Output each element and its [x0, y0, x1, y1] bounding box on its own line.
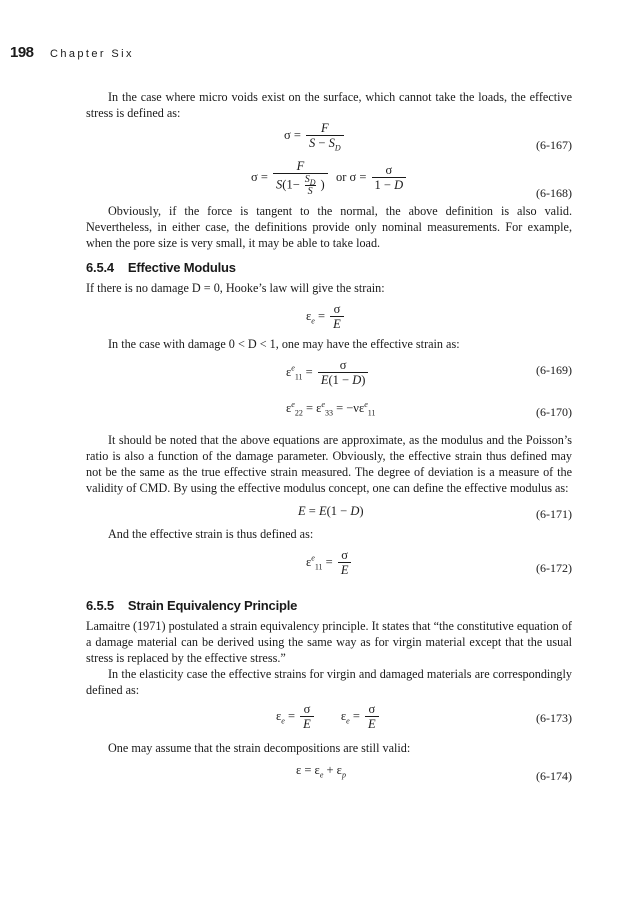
paragraph: In the elasticity case the effective strains for virgin and damaged materials are correspondingly defined as: — [86, 667, 572, 697]
section-heading-6-5-4: 6.5.4 Effective Modulus — [86, 260, 236, 275]
paragraph: Lamaitre (1971) postulated a strain equivalency principle. It states that “the constitutive equation of a damage material can be derived using the same way as for virgin material except that the usual stress is replaced by the effective stress.” — [86, 619, 572, 665]
paragraph: It should be noted that the above equations are approximate, as the modulus and the Poisson’s ratio is also a function of the damage parameter. Obviously, the effective strain thus defined may not be the same as the true effective strain measured. The degree of deviation is a measure of the validity of CMD. By using the effective modulus concept, one can define the effective modulus as: — [86, 433, 572, 495]
equation-number: (6-173) — [536, 711, 572, 725]
equation-number: (6-174) — [536, 769, 572, 783]
paragraph: In the case where micro voids exist on the surface, which cannot take the loads, the effective stress is defined as: — [86, 90, 572, 120]
paragraph: One may assume that the strain decompositions are still valid: — [108, 741, 411, 755]
equation-6-168: σ = F S(1− $\frac{S_D}{S}$ ) or σ = $\frac{\sigma}{1 - D}$ (6-168) — [251, 159, 572, 200]
paragraph: And the effective strain is thus defined as: — [108, 527, 314, 541]
running-header — [10, 44, 134, 62]
page-body — [86, 89, 572, 784]
equation-number: (6-172) — [536, 561, 572, 575]
equation-6-167a: σ = $\frac{F}{S - S_D}$ (6-167) — [284, 121, 572, 153]
paragraph: In the case with damage 0 < D < 1, one may have the effective strain as: — [108, 337, 460, 351]
paragraph: If there is no damage D = 0, Hooke’s law will give the strain: — [86, 281, 385, 295]
chapter-title: Chapter Six — [49, 48, 134, 60]
equation-number: (6-169) — [536, 363, 572, 377]
equation-number: (6-168) — [536, 186, 572, 200]
equation-number: (6-170) — [536, 405, 572, 419]
page-number: 198 — [10, 44, 34, 61]
paragraph: Obviously, if the force is tangent to the normal, the above definition is also valid. Nevertheless, in either case, the definitions provide only nominal measurements. For example, when the pore size is very small, it may be able to take load. — [86, 204, 572, 250]
equation-6-170: $\varepsilon^e_{22} = \varepsilon^e_{33} = -\nu\varepsilon^e_{11}$ (6-170) — [286, 399, 572, 419]
equation-number: (6-171) — [536, 507, 572, 521]
section-heading-6-5-5: 6.5.5 Strain Equivalency Principle — [86, 598, 298, 613]
equation-6-171: E = E(1 − D) (6-171) — [298, 504, 572, 521]
equation-6-174: $\varepsilon = \varepsilon_e + \varepsilon_p$ (6-174) — [296, 763, 572, 783]
equation-6-172: $\varepsilon^e_{11}$ = $\frac{\sigma}{E}$ (6-172) — [306, 548, 572, 577]
equation-6-173: $\varepsilon_e$ = $\frac{\sigma}{E}$ $\varepsilon_e$ = $\frac{\sigma}{E}$ (6-173) — [276, 702, 572, 731]
equation-hooke: $\varepsilon_e$ = $\frac{\sigma}{E}$ — [86, 296, 572, 336]
equation-6-169: $\varepsilon^e_{11}$ = $\frac{\sigma}{E(1 - D)}$ (6-169) — [286, 358, 572, 387]
equation-number: (6-167) — [536, 138, 572, 152]
